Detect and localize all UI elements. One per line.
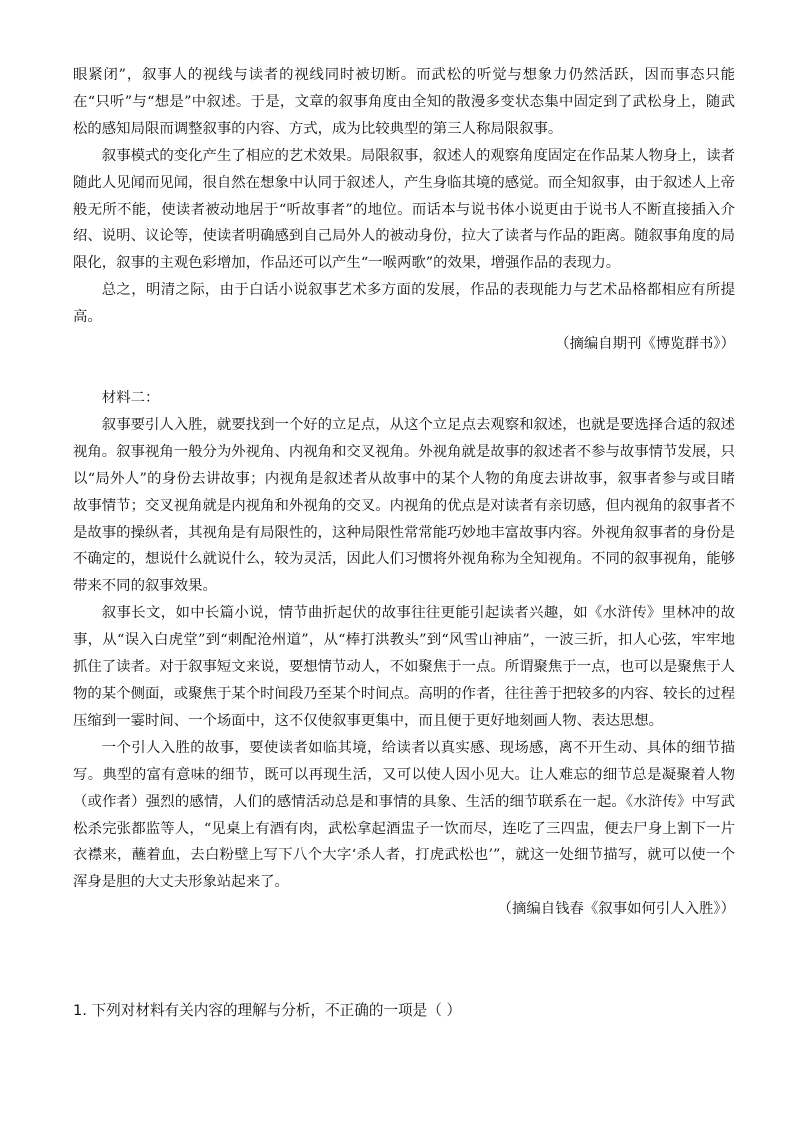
viewpoint-paragraph: 叙事要引人入胜，就要找到一个好的立足点，从这个立足点去观察和叙述，也就是要选择合适的叙述视角。叙事视角一般分为外视角、内视角和交叉视角。外视角就是故事的叙述者不参与故事情节发展，只以“局外人”的身份去讲故事；内视角是叙述者从故事中的某个人物的角度去讲故事，叙事者参与或目睹故事情节；交叉视角就是内视角和外视角的交叉。内视角的优点是对读者有亲切感，但内视角的叙事者不是故事的操纵者，其视角是有局限性的，这种局限性常常能巧妙地丰富故事内容。外视角叙事者的身份是不确定的，想说什么就说什么，较为灵活，因此人们习惯将外视角称为全知视角。不同的叙事视角，能够带来不同的叙事效果。 xyxy=(73,416,735,595)
question-stem: 1. 下列对材料有关内容的理解与分析，不正确的一项是（ ） xyxy=(73,1002,462,1019)
material-one-section xyxy=(73,62,735,358)
source-citation: （摘编自期刊《博览群书》） xyxy=(555,336,735,353)
conclusion-paragraph: 总之，明清之际，由于白话小说叙事艺术多方面的发展，作品的表现能力与艺术品格都相应有所提高。 xyxy=(73,282,735,326)
material-two-section xyxy=(73,385,735,923)
long-narrative-paragraph: 叙事长文，如中长篇小说，情节曲折起伏的故事往往更能引起读者兴趣，如《水浒传》里林冲的故事，从“误入白虎堂”到“刺配沧州道”，从“棒打洪教头”到“风雪山神庙”，一波三折，扣人心弦，牢牢地抓住了读者。对于叙事短文来说，要想情节动人，不如聚焦于一点。所谓聚焦于一点，也可以是聚焦于人物的某个侧面，或聚焦于某个时间段乃至某个时间点。高明的作者，往往善于把较多的内容、较长的过程压缩到一霎时间、一个场面中，这不仅使叙事更集中，而且便于更好地刻画人物、表达思想。 xyxy=(73,605,735,729)
detail-paragraph: 一个引人入胜的故事，要使读者如临其境，给读者以真实感、现场感，离不开生动、具体的细节描写。典型的富有意味的细节，既可以再现生活，又可以使人因小见大。让人难忘的细节总是凝聚着人物（或作者）强烈的感情，人们的感情活动总是和事情的具象、生活的细节联系在一起。《水浒传》中写武松杀完张都监等人，“见桌上有酒有肉，武松拿起酒盅子一饮而尽，连吃了三四盅，便去尸身上割下一片衣襟来，蘸着血，去白粉壁上写下八个大字‘杀人者，打虎武松也’”，就这一处细节描写，就可以使一个浑身是胆的大丈夫形象站起来了。 xyxy=(73,739,735,891)
source-citation: （摘编自钱春《叙事如何引人入胜》） xyxy=(497,901,735,918)
section-heading: 材料二： xyxy=(101,390,160,406)
continued-paragraph: 眼紧闭”，叙事人的视线与读者的视线同时被切断。而武松的听觉与想象力仍然活跃，因而事态只能在“只听”与“想是”中叙述。于是，文章的叙事角度由全知的散漫多变状态集中固定到了武松身上，随武松的感知局限而调整叙事的内容、方式，成为比较典型的第三人称局限叙事。 xyxy=(73,67,735,137)
effects-paragraph: 叙事模式的变化产生了相应的艺术效果。局限叙事，叙述人的观察角度固定在作品某人物身上，读者随此人见闻而见闻，很自然在想象中认同于叙述人，产生身临其境的感觉。而全知叙事，由于叙述人上帝般无所不能，使读者被动地居于“听故事者”的地位。而话本与说书体小说更由于说书人不断直接插入介绍、说明、议论等，使读者明确感到自己局外人的被动身份，拉大了读者与作品的距离。随叙事角度的局限化，叙事的主观色彩增加，作品还可以产生“一喉两歌”的效果，增强作品的表现力。 xyxy=(73,147,735,272)
